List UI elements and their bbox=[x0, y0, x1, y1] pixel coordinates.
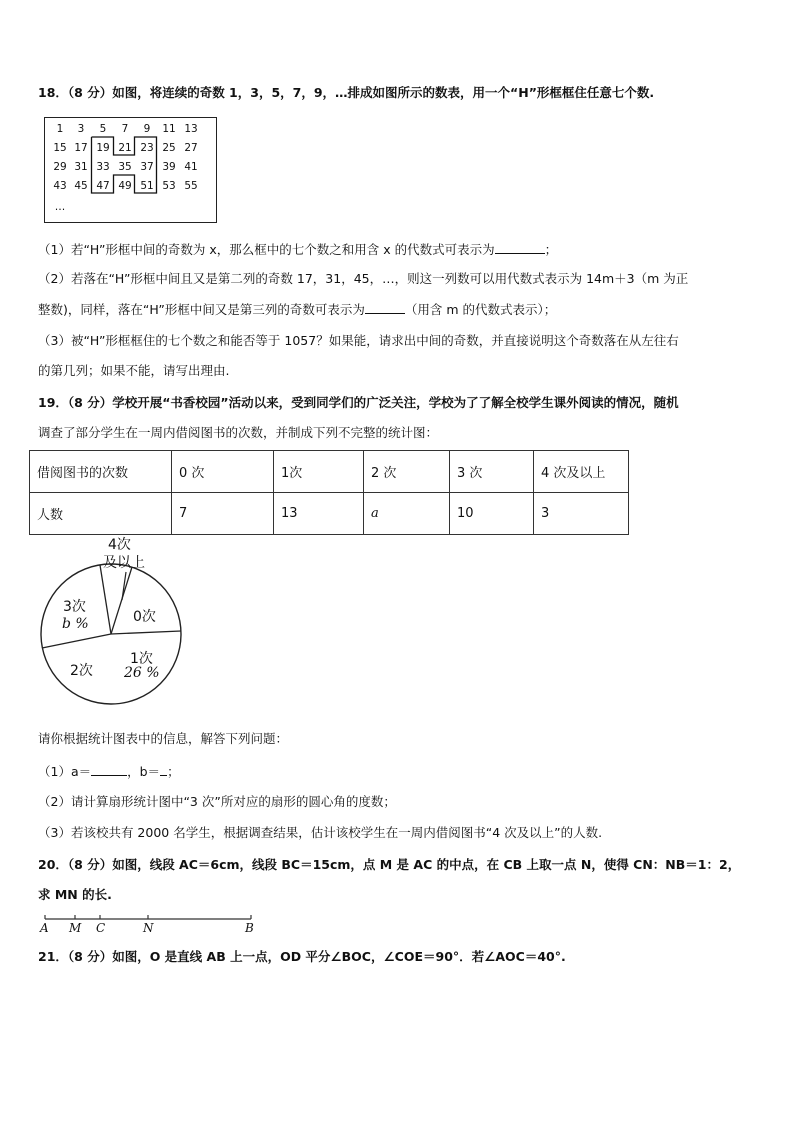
table-cell: 0 次 bbox=[172, 451, 274, 493]
grid-cell: 3 bbox=[77, 123, 85, 135]
grid-cell: 17 bbox=[74, 142, 88, 154]
table-cell: 1次 bbox=[274, 451, 364, 493]
table-cell: 2 次 bbox=[364, 451, 450, 493]
grid-cell: 47 bbox=[96, 180, 110, 192]
q19-sub2: （2）请计算扇形统计图中“3 次”所对应的扇形的圆心角的度数； bbox=[38, 794, 396, 809]
q18-sub2b bbox=[38, 300, 556, 319]
q18-sub1 bbox=[38, 240, 557, 259]
q19-sub1-a: （1）a＝ bbox=[38, 764, 92, 779]
q18-sub2b-end: （用含 m 的代数式表示）； bbox=[404, 302, 557, 317]
answer-blank[interactable] bbox=[160, 762, 167, 776]
pie-label-4-b: 及以上 bbox=[103, 555, 145, 571]
pie-label-3-b: b % bbox=[62, 616, 89, 632]
grid-cell: 39 bbox=[162, 161, 176, 173]
pie-label-2: 2次 bbox=[70, 663, 93, 679]
table-cell: 4 次及以上 bbox=[534, 451, 629, 493]
q19-intro: 请你根据统计图表中的信息，解答下列问题： bbox=[38, 731, 289, 746]
pie-divider-1 bbox=[111, 631, 181, 634]
table-cell: 7 bbox=[172, 493, 274, 535]
q18-sub1-end: ； bbox=[544, 242, 558, 257]
pie-label-3-a: 3次 bbox=[63, 599, 86, 615]
grid-cell: 29 bbox=[53, 161, 67, 173]
grid-cell: 49 bbox=[118, 180, 132, 192]
q19-stem-1: 19．（8 分）学校开展“书香校园”活动以来，受到同学们的广泛关注，学校为了了解全校学生课外阅读的情况，随机 bbox=[38, 395, 679, 410]
q18-stem: 18．（8 分）如图，将连续的奇数 1，3，5，7，9，…排成如图所示的数表，用一个“H”形框框住任意七个数. bbox=[38, 85, 655, 100]
pie-divider-2 bbox=[42, 634, 111, 648]
odd-number-table bbox=[44, 117, 217, 223]
grid-cell: 19 bbox=[96, 142, 110, 154]
table-header-row bbox=[30, 451, 629, 493]
pie-label-4-a: 4次 bbox=[108, 537, 131, 553]
grid-cell: 13 bbox=[184, 123, 198, 135]
grid-cell: 25 bbox=[162, 142, 176, 154]
q21-stem: 21．（8 分）如图，O 是直线 AB 上一点，OD 平分∠BOC，∠COE＝90°．若∠AOC＝40°. bbox=[38, 949, 566, 964]
q20-stem-1: 20．（8 分）如图，线段 AC＝6cm，线段 BC＝15cm，点 M 是 AC 的中点，在 CB 上取一点 N，使得 CN：NB＝1：2， bbox=[38, 857, 741, 872]
table-cell: 3 次 bbox=[450, 451, 534, 493]
point-a-label: A bbox=[40, 921, 49, 935]
grid-cell: 35 bbox=[118, 161, 132, 173]
grid-cell: 45 bbox=[74, 180, 88, 192]
q19-sub1 bbox=[38, 762, 180, 781]
q18-sub2a: （2）若落在“H”形框中间且又是第二列的奇数 17，31，45，…，则这一列数可以用代数式表示为 14m＋3（m 为正 bbox=[38, 271, 689, 286]
grid-cell: 51 bbox=[140, 180, 154, 192]
table-cell: 人数 bbox=[30, 493, 172, 535]
grid-cell: 23 bbox=[140, 142, 154, 154]
answer-blank[interactable] bbox=[365, 300, 405, 314]
grid-cell: 11 bbox=[162, 123, 176, 135]
pie-label-1-a: 1次 bbox=[130, 651, 153, 667]
grid-cell: 27 bbox=[184, 142, 198, 154]
grid-cell: 43 bbox=[53, 180, 67, 192]
point-m-label: M bbox=[69, 921, 82, 935]
grid-cell: … bbox=[54, 201, 66, 213]
pie-divider-3 bbox=[100, 565, 111, 634]
pie-label-1-b: 26 % bbox=[124, 665, 160, 681]
point-b-label: B bbox=[245, 921, 254, 935]
q18-sub3a: （3）被“H”形框框住的七个数之和能否等于 1057？如果能，请求出中间的奇数，并直接说明这个奇数落在从左往右 bbox=[38, 333, 679, 348]
grid-cell: 1 bbox=[56, 123, 64, 135]
point-n-label: N bbox=[143, 921, 154, 935]
grid-cell: 21 bbox=[118, 142, 132, 154]
pie-divider-0 bbox=[111, 567, 132, 634]
grid-cell: 53 bbox=[162, 180, 176, 192]
grid-cell: 33 bbox=[96, 161, 110, 173]
pie-label-0: 0次 bbox=[133, 609, 156, 625]
table-cell: a bbox=[364, 493, 450, 535]
q19-sub1-c: ； bbox=[167, 764, 180, 779]
grid-cell: 37 bbox=[140, 161, 154, 173]
point-c-label: C bbox=[96, 921, 106, 935]
table-row bbox=[30, 493, 629, 535]
q19-stem-2: 调查了部分学生在一周内借阅图书的次数，并制成下列不完整的统计图： bbox=[38, 425, 439, 440]
q19-sub3: （3）若该校共有 2000 名学生，根据调查结果，估计该校学生在一周内借阅图书“4 次及以上”的人数. bbox=[38, 825, 603, 840]
h-frame bbox=[45, 118, 216, 222]
table-cell: 10 bbox=[450, 493, 534, 535]
q18-sub3b: 的第几列；如果不能，请写出理由. bbox=[38, 363, 230, 378]
grid-cell: 7 bbox=[121, 123, 129, 135]
answer-blank[interactable] bbox=[91, 762, 127, 776]
borrow-stats-table bbox=[29, 450, 629, 535]
grid-cell: 41 bbox=[184, 161, 198, 173]
grid-cell: 9 bbox=[143, 123, 151, 135]
table-cell: 13 bbox=[274, 493, 364, 535]
q18-sub2b-text: 整数)，同样，落在“H”形框中间又是第三列的奇数可表示为 bbox=[38, 302, 365, 317]
grid-cell: 31 bbox=[74, 161, 88, 173]
table-cell: 3 bbox=[534, 493, 629, 535]
q18-sub1-text: （1）若“H”形框中间的奇数为 x，那么框中的七个数之和用含 x 的代数式可表示为 bbox=[38, 242, 495, 257]
table-cell: 借阅图书的次数 bbox=[30, 451, 172, 493]
q19-sub1-b: ，b＝ bbox=[127, 764, 161, 779]
grid-cell: 15 bbox=[53, 142, 67, 154]
answer-blank[interactable] bbox=[495, 240, 545, 254]
grid-cell: 5 bbox=[99, 123, 107, 135]
grid-cell: 55 bbox=[184, 180, 198, 192]
q20-stem-2: 求 MN 的长. bbox=[38, 887, 112, 902]
